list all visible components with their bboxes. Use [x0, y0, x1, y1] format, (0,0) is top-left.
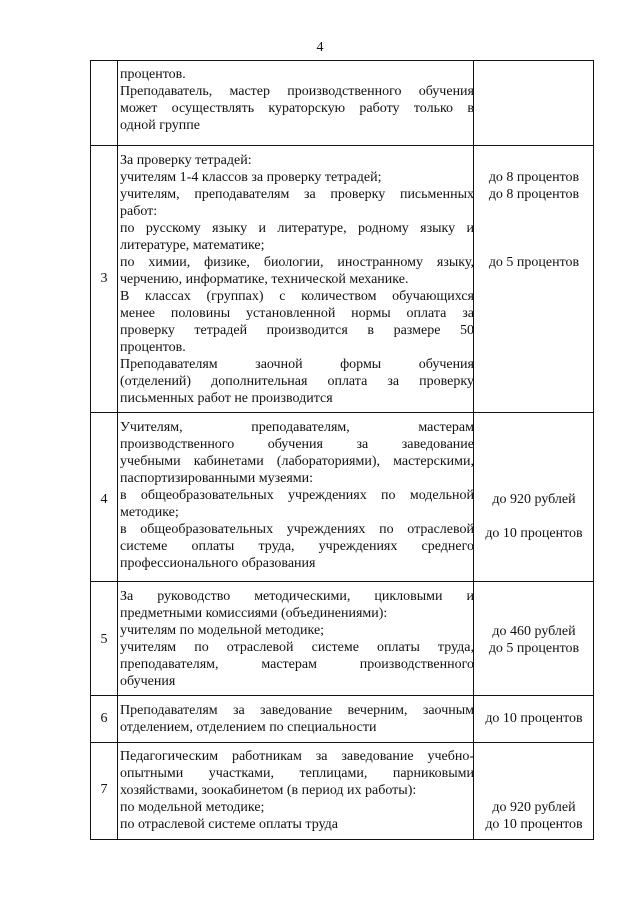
description-line: Учителям, преподавателям, мастерам — [120, 420, 474, 435]
row-value: до 5 процентов — [488, 255, 580, 270]
row-description — [120, 66, 474, 134]
row-number: 7 — [100, 782, 108, 797]
row-number: 6 — [100, 711, 108, 726]
description-line: системе оплаты труда, учреждениях среднего — [120, 539, 474, 554]
row-divider — [91, 145, 593, 146]
description-line: учителям по модельной методике; — [120, 623, 325, 638]
column-divider — [117, 61, 118, 839]
description-line: по модельной методике; — [120, 800, 265, 815]
description-line: менее половины установленной нормы оплата за — [120, 306, 474, 321]
row-divider — [91, 581, 593, 582]
description-line: опытными участками, теплицами, парниковыми — [120, 766, 474, 781]
description-line: паспортизированными музеями: — [120, 471, 314, 486]
description-line: преподавателям, мастерам производственного — [120, 657, 474, 672]
row-value: до 5 процентов — [488, 641, 580, 656]
description-line: В классах (группах) с количеством обучающихся — [120, 289, 474, 304]
description-line: процентов. — [120, 67, 186, 82]
row-divider — [91, 695, 593, 696]
description-line: методике; — [120, 505, 179, 520]
description-line: по отраслевой системе оплаты труда — [120, 817, 338, 832]
row-number: 5 — [100, 632, 108, 647]
description-line: учебными кабинетами (лабораториями), мастерскими, — [120, 454, 474, 469]
row-value: до 8 процентов — [488, 187, 580, 202]
description-line: черчению, информатике, технической механике. — [120, 272, 409, 287]
description-line: учителям 1-4 классов за проверку тетрадей; — [120, 170, 382, 185]
description-line: Преподавателям заочной формы обучения — [120, 357, 474, 372]
row-value: до 920 рублей — [492, 492, 576, 507]
description-line: литературе, математике; — [120, 238, 265, 253]
description-line: профессионального образования — [120, 556, 316, 571]
row-description — [120, 419, 474, 572]
description-line: обучения — [120, 674, 176, 689]
description-line: (отделений) дополнительная оплата за проверку — [120, 374, 474, 389]
description-line: может осуществлять кураторскую работу только в — [120, 101, 474, 116]
description-line: по русскому языку и литературе, родному языку и — [120, 221, 474, 236]
page-number: 4 — [316, 40, 324, 55]
row-divider — [91, 412, 593, 413]
row-value: до 10 процентов — [485, 711, 583, 726]
description-line: учителям, преподавателям за проверку письменных — [120, 187, 474, 202]
row-value: до 10 процентов — [485, 526, 583, 541]
row-description — [120, 588, 474, 690]
row-number: 3 — [100, 271, 108, 286]
description-line: Преподавателям за заведование вечерним, заочным — [120, 703, 474, 718]
description-line: письменных работ не производится — [120, 391, 333, 406]
description-line: За проверку тетрадей: — [120, 153, 252, 168]
allowance-table — [90, 60, 594, 840]
row-description — [120, 152, 474, 407]
row-value: до 460 рублей — [492, 624, 576, 639]
description-line: отделением, отделением по специальности — [120, 720, 377, 735]
description-line: За руководство методическими, цикловыми и — [120, 589, 474, 604]
row-description — [120, 702, 474, 736]
row-description — [120, 748, 474, 833]
row-value: до 10 процентов — [485, 817, 583, 832]
row-value: до 8 процентов — [488, 170, 580, 185]
description-line: Преподаватель, мастер производственного обучения — [120, 84, 474, 99]
description-line: в общеобразовательных учреждениях по отраслевой — [120, 522, 474, 537]
description-line: по химии, физике, биологии, иностранному языку, — [120, 255, 474, 270]
description-line: работ: — [120, 204, 158, 219]
description-line: в общеобразовательных учреждениях по модельной — [120, 488, 474, 503]
description-line: процентов. — [120, 340, 186, 355]
description-line: Педагогическим работникам за заведование учебно- — [120, 749, 474, 764]
row-number: 4 — [100, 492, 108, 507]
description-line: одной группе — [120, 118, 200, 133]
description-line: учителям по отраслевой системе оплаты труда, — [120, 640, 474, 655]
description-line: предметными комиссиями (объединениями): — [120, 606, 388, 621]
row-divider — [91, 742, 593, 743]
description-line: хозяйствами, зоокабинетом (в период их работы): — [120, 783, 417, 798]
description-line: проверку тетрадей производится в размере 50 — [120, 323, 474, 338]
row-value: до 920 рублей — [492, 800, 576, 815]
description-line: производственного обучения за заведование — [120, 437, 474, 452]
